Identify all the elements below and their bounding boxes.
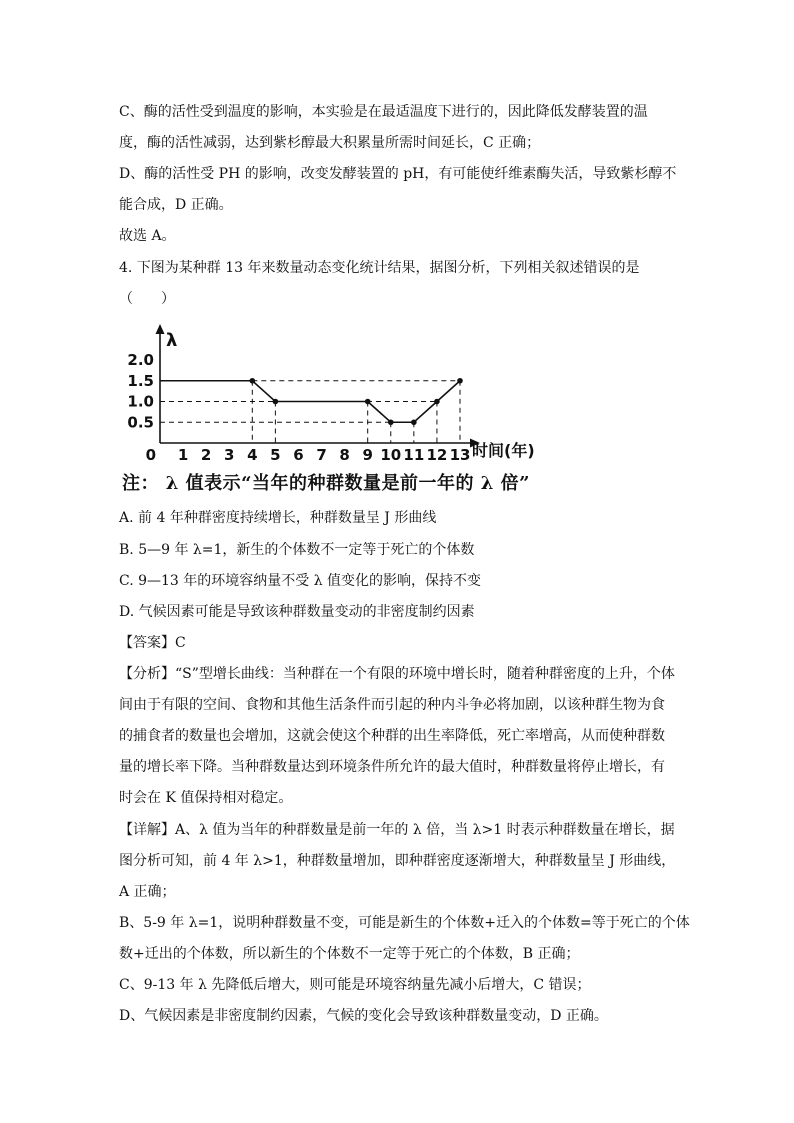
x-axis-label: 时间(年)	[472, 441, 535, 460]
answer-line: 【答案】C	[119, 635, 186, 651]
x-tick-label: 4	[247, 446, 258, 464]
analysis-line-4: 量的增长率下降。当种群数量达到环境条件所允许的最大值时，种群数量将停止增长，有	[119, 759, 665, 775]
x-tick-label: 9	[362, 446, 373, 464]
detail-a-line-3: A 正确；	[119, 884, 176, 900]
y-tick-label: 1.0	[127, 392, 154, 411]
x-tick-label: 5	[270, 446, 281, 464]
solution-c-line-2: 度，酶的活性减弱，达到紫杉醇最大积累量所需时间延长，C 正确；	[119, 135, 541, 151]
x-tick-label: 12	[426, 446, 448, 464]
detail-b-line-1: B、5-9 年 λ=1，说明种群数量不变，可能是新生的个体数+迁入的个体数=等于死亡的个体	[119, 915, 690, 931]
chart-note: 注： λ 值表示“当年的种群数量是前一年的 λ 倍”	[122, 473, 531, 494]
analysis-line-1: 【分析】“S”型增长曲线：当种群在一个有限的环境中增长时，随着种群密度的上升，个体	[119, 666, 675, 682]
detail-b-line-2: 数+迁出的个体数，所以新生的个体数不一定等于死亡的个体数，B 正确；	[119, 946, 580, 962]
x-tick-label: 6	[293, 446, 304, 464]
data-point	[250, 378, 256, 384]
solution-d-line-1: D、酶的活性受 PH 的影响，改变发酵装置的 pH，有可能使纤维素酶失活，导致紫杉醇不	[119, 166, 677, 182]
y-tick-label: 2.0	[127, 351, 154, 369]
data-point	[273, 399, 279, 405]
option-a: A. 前 4 年种群密度持续增长，种群数量呈 J 形曲线	[119, 510, 437, 526]
question-stem-line-1: 4. 下图为某种群 13 年来数量动态变化统计结果，据图分析，下列相关叙述错误的是	[119, 260, 640, 276]
y-tick-label: 1.5	[127, 371, 154, 390]
x-tick-label: 7	[316, 446, 327, 464]
x-tick-label: 1	[177, 446, 189, 464]
x-tick-label: 8	[339, 446, 350, 464]
solution-conclusion: 故选 A。	[119, 228, 176, 244]
analysis-line-5: 时会在 K 值保持相对稳定。	[119, 790, 293, 806]
option-d: D. 气候因素可能是导致该种群数量变动的非密度制约因素	[119, 604, 475, 620]
data-point	[388, 419, 394, 425]
detail-c-line-1: C、9-13 年 λ 先降低后增大，则可能是环境容纳量先减小后增大，C 错误；	[119, 977, 591, 993]
x-tick-label: 10	[380, 446, 402, 464]
question-stem-line-2: （ ）	[119, 291, 175, 307]
x-tick-label: 11	[403, 446, 425, 464]
data-point	[411, 419, 417, 425]
x-tick-label: 3	[224, 446, 235, 464]
x-tick-label: 0	[145, 446, 156, 464]
analysis-line-3: 的捕食者的数量也会增加，这就会使这个种群的出生率降低，死亡率增高，从而使种群数	[119, 728, 665, 744]
y-axis-label: λ	[166, 330, 178, 351]
detail-d-line-1: D、气候因素是非密度制约因素，气候的变化会导致该种群数量变动，D 正确。	[119, 1008, 608, 1024]
option-c: C. 9—13 年的环境容纳量不受 λ 值变化的影响，保持不变	[119, 573, 482, 589]
data-point	[457, 378, 463, 384]
analysis-line-2: 间由于有限的空间、食物和其他生活条件而引起的种内斗争必将加剧，以该种群生物为食	[119, 697, 665, 713]
y-axis-arrow	[156, 324, 165, 334]
x-tick-label: 2	[200, 446, 212, 464]
solution-c-line-1: C、酶的活性受到温度的影响，本实验是在最适温度下进行的，因此降低发酵装置的温	[119, 104, 648, 120]
data-point	[434, 399, 440, 405]
x-tick-label: 13	[449, 446, 471, 464]
detail-a-line-1: 【详解】A、λ 值为当年的种群数量是前一年的 λ 倍，当 λ>1 时表示种群数量在增长，据	[119, 822, 675, 838]
y-tick-label: 0.5	[127, 413, 154, 432]
detail-a-line-2: 图分析可知，前 4 年 λ>1，种群数量增加，即种群密度逐渐增大，种群数量呈 J 形曲线，	[119, 853, 676, 869]
data-point	[365, 399, 371, 405]
option-b: B. 5—9 年 λ=1，新生的个体数不一定等于死亡的个体数	[119, 542, 475, 558]
solution-d-line-2: 能合成，D 正确。	[119, 197, 233, 213]
